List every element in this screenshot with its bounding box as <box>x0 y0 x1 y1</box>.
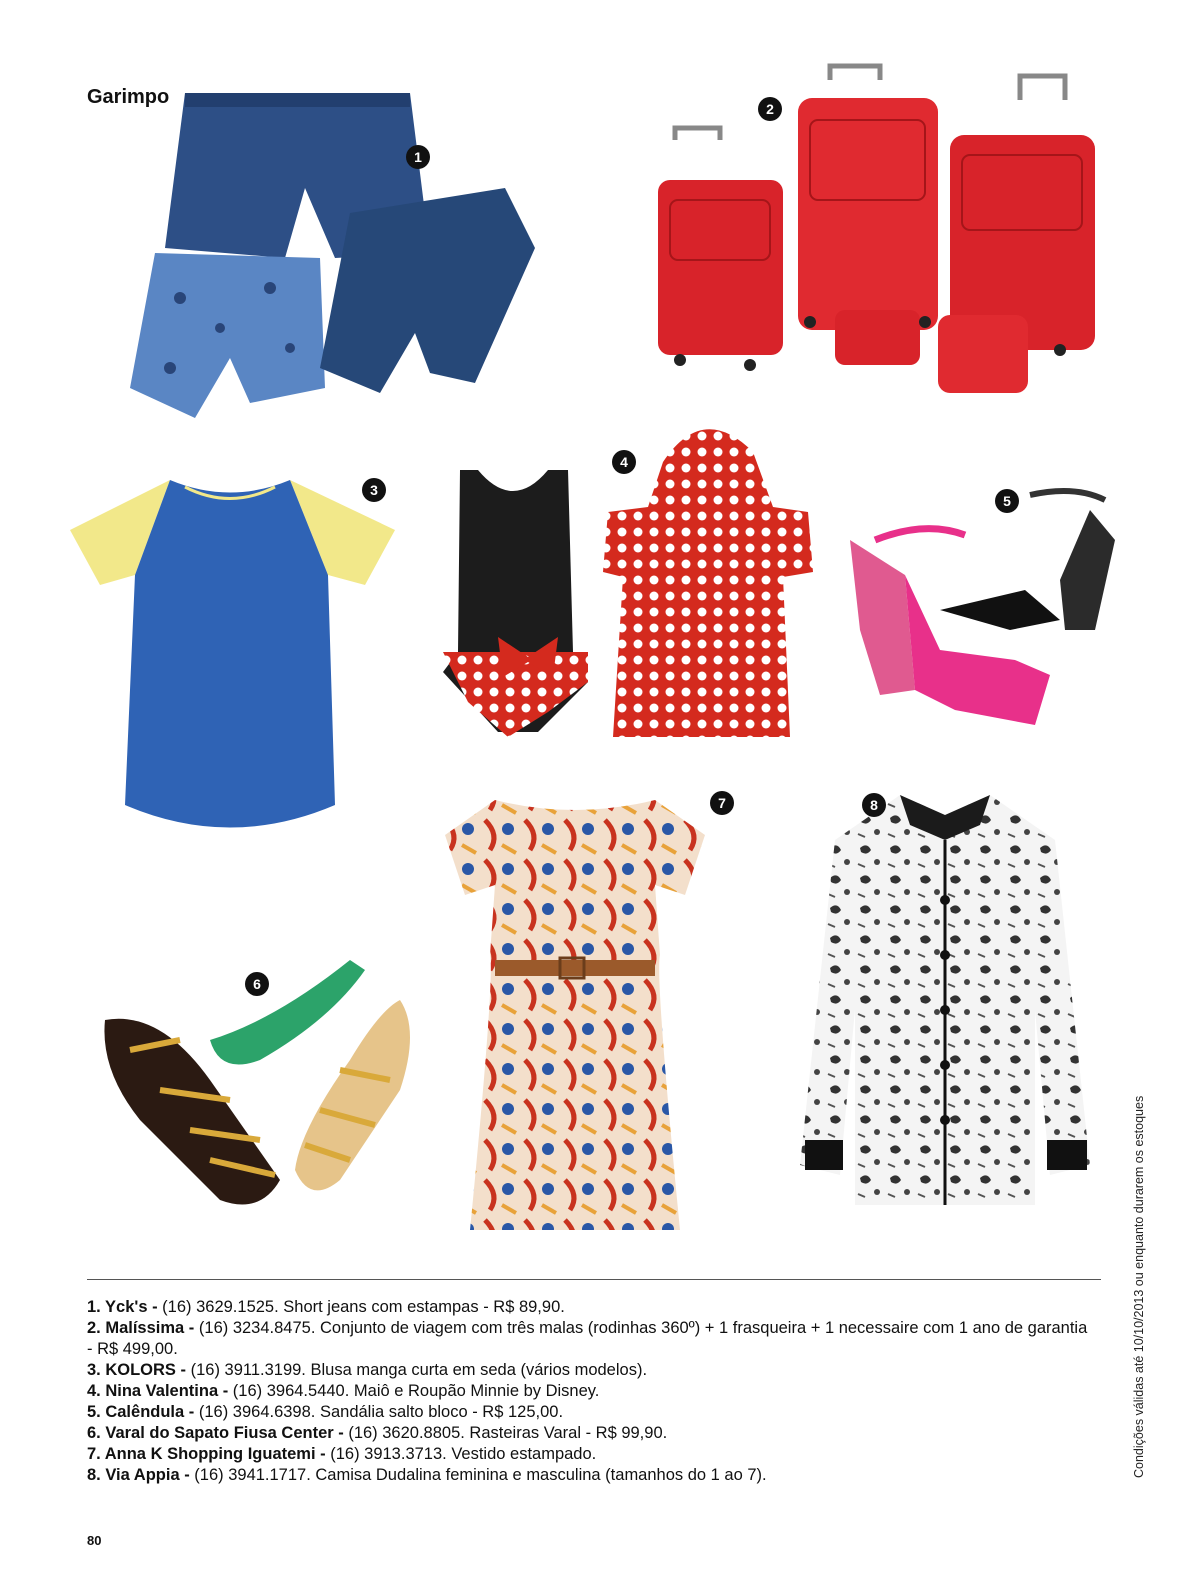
validity-note: Condições válidas até 10/10/2013 ou enquanto durarem os estoques <box>1132 1095 1146 1478</box>
legend-store-name: 3. KOLORS - <box>87 1361 187 1379</box>
legend-details: (16) 3911.3199. Blusa manga curta em seda (vários modelos). <box>186 1361 648 1379</box>
legend-details: (16) 3234.8475. Conjunto de viagem com três malas (rodinhas 360º) + 1 frasqueira + 1 necessaire com 1 ano de garantia - R$ 499,00. <box>87 1319 1088 1358</box>
legend-store-name: 4. Nina Valentina - <box>87 1382 229 1400</box>
red-luggage-set-icon <box>650 60 1100 405</box>
badge-3: 3 <box>362 478 386 502</box>
legend-store-name: 1. Yck's - <box>87 1298 158 1316</box>
legend-item <box>87 1381 1097 1402</box>
legend-details: (16) 3620.8805. Rasteiras Varal - R$ 99,90. <box>343 1424 668 1442</box>
badge-7: 7 <box>710 791 734 815</box>
badge-4: 4 <box>612 450 636 474</box>
legend-store-name: 2. Malíssima - <box>87 1319 195 1337</box>
legend-item <box>87 1423 1097 1444</box>
divider <box>87 1279 1101 1280</box>
denim-shorts-icon <box>110 88 540 423</box>
badge-1: 1 <box>406 145 430 169</box>
printed-dress-icon <box>440 775 710 1235</box>
section-title: Garimpo <box>87 86 170 108</box>
legend-details: (16) 3964.6398. Sandália salto bloco - R$ 125,00. <box>194 1403 564 1421</box>
legend-item <box>87 1360 1097 1381</box>
legend-details: (16) 3964.5440. Maiô e Roupão Minnie by Disney. <box>228 1382 600 1400</box>
product-legend <box>87 1297 1097 1486</box>
badge-6: 6 <box>245 972 269 996</box>
legend-details: (16) 3913.3713. Vestido estampado. <box>325 1445 597 1463</box>
page-number: 80 <box>87 1533 102 1548</box>
blouse-icon <box>60 475 400 850</box>
legend-details: (16) 3629.1525. Short jeans com estampas - R$ 89,90. <box>157 1298 565 1316</box>
badge-8: 8 <box>862 793 886 817</box>
legend-item <box>87 1297 1097 1318</box>
legend-store-name: 7. Anna K Shopping Iguatemi - <box>87 1445 326 1463</box>
legend-details: (16) 3941.1717. Camisa Dudalina feminina e masculina (tamanhos do 1 ao 7). <box>189 1466 767 1484</box>
legend-item <box>87 1465 1097 1486</box>
legend-store-name: 8. Via Appia - <box>87 1466 190 1484</box>
legend-store-name: 6. Varal do Sapato Fiusa Center - <box>87 1424 344 1442</box>
legend-item <box>87 1318 1097 1360</box>
legend-item <box>87 1402 1097 1423</box>
printed-shirt-icon <box>795 780 1095 1210</box>
block-heel-sandals-icon <box>845 480 1125 735</box>
badge-5: 5 <box>995 489 1019 513</box>
legend-item <box>87 1444 1097 1465</box>
badge-2: 2 <box>758 97 782 121</box>
legend-store-name: 5. Calêndula - <box>87 1403 195 1421</box>
